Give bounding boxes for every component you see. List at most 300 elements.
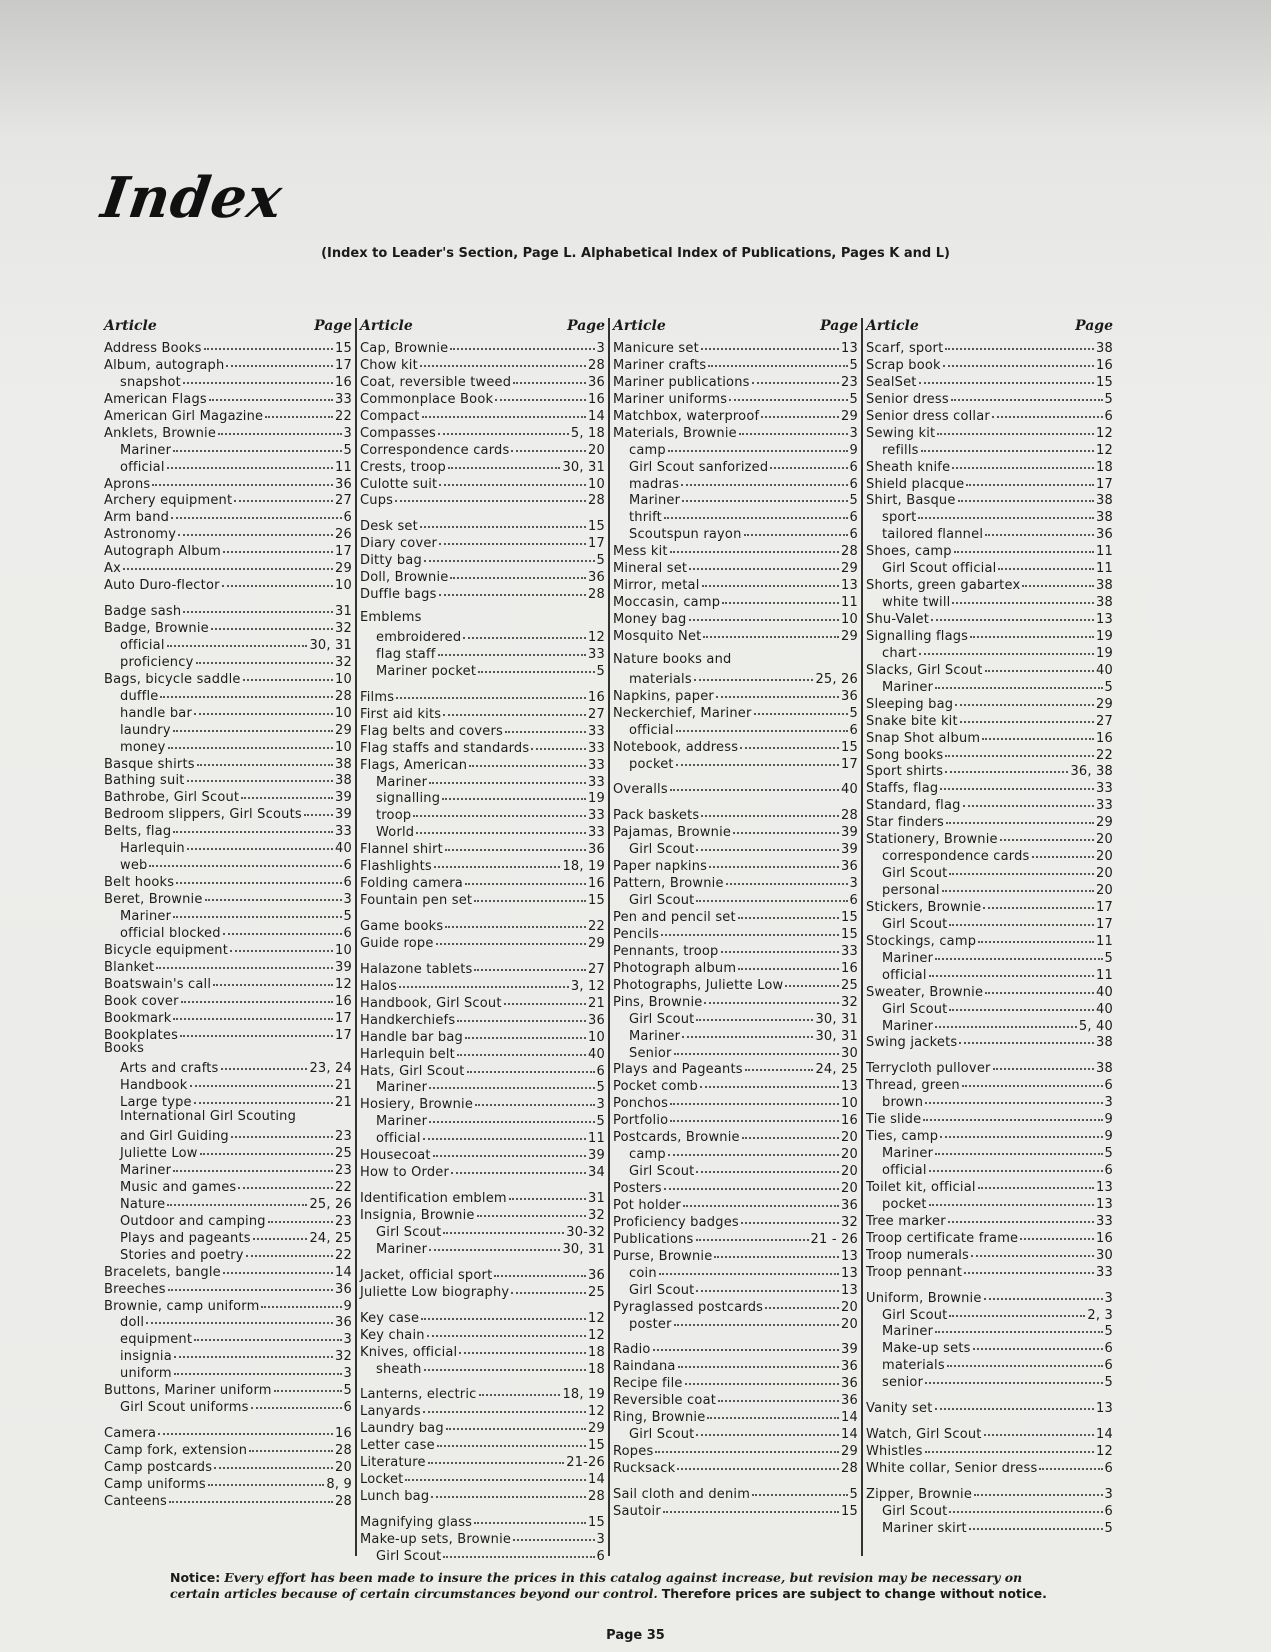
entry-article: Mariner publications [613, 374, 750, 390]
entry-page: 24, 25 [815, 1062, 858, 1078]
entry-article: Ropes [613, 1444, 654, 1460]
dot-leader [983, 895, 1094, 909]
entry-page: 13 [1096, 1196, 1113, 1212]
article-header: Article [613, 318, 666, 334]
entry-page: 33 [588, 646, 605, 662]
dot-leader [443, 702, 586, 716]
dot-leader [439, 531, 586, 545]
entry-page: 5 [343, 1383, 352, 1399]
entry-article: Troop numerals [866, 1247, 970, 1263]
dot-leader [446, 1416, 586, 1430]
index-entry [866, 1458, 1113, 1475]
entry-page: 28 [588, 493, 605, 509]
dot-leader [190, 1073, 334, 1087]
entry-page: 17 [588, 536, 605, 552]
entry-article: Archery equipment [104, 493, 233, 509]
entry-article: Camp postcards [104, 1459, 213, 1475]
dot-leader [739, 421, 848, 435]
entry-article: Shu-Valet [866, 612, 930, 627]
entry-article: Lanterns, electric [360, 1387, 477, 1403]
entry-article: official [882, 967, 927, 983]
dot-leader [222, 573, 333, 587]
entry-article: Make-up sets, Brownie [360, 1531, 512, 1547]
entry-page: 16 [841, 960, 858, 976]
dot-leader [176, 870, 341, 884]
dot-leader [948, 1209, 1094, 1223]
entry-article: Brownie, camp uniform [104, 1298, 260, 1314]
entry-article: Arts and crafts [120, 1061, 219, 1077]
entry-page: 8, 9 [326, 1476, 352, 1492]
dot-leader [752, 370, 839, 384]
dot-leader [925, 1090, 1102, 1104]
dot-leader [167, 633, 308, 647]
entry-page: 32 [335, 654, 352, 670]
entry-page: 11 [841, 595, 858, 611]
dot-leader [173, 1006, 333, 1020]
dot-leader [935, 1319, 1102, 1333]
entry-page: 6 [849, 476, 858, 492]
entry-page: 32 [841, 994, 858, 1010]
entry-article: Scrap book [866, 357, 941, 373]
entry-article: Fountain pen set [360, 893, 473, 909]
dot-leader [949, 912, 1094, 926]
entry-page: 6 [1104, 1503, 1113, 1519]
entry-article: Mariner [882, 1018, 934, 1034]
index-entry [360, 661, 605, 678]
entry-page: 3, 12 [570, 978, 605, 994]
entry-article: Terrycloth pullover [866, 1061, 991, 1077]
entry-page: 15 [841, 1503, 858, 1519]
entry-article: Diary cover [360, 536, 438, 552]
dot-leader [940, 776, 1094, 790]
entry-page: 5 [596, 1114, 605, 1130]
entry-article: Auto Duro-flector [104, 578, 220, 594]
entry-page: 13 [1096, 612, 1113, 627]
entry-article: and Girl Guiding [120, 1129, 229, 1145]
entry-article: Identification emblem [360, 1191, 507, 1207]
entry-page: 29 [588, 1421, 605, 1437]
entry-page: 18, 19 [562, 1387, 605, 1403]
index-entry [360, 490, 605, 507]
entry-page: 16 [588, 876, 605, 892]
page-header: Page [314, 318, 352, 334]
entry-article: Vanity set [866, 1401, 933, 1417]
entry-article: Postcards, Brownie [613, 1130, 740, 1146]
index-entry [866, 1032, 1113, 1049]
entry-page: 21-26 [566, 1455, 605, 1471]
dot-leader [429, 1109, 594, 1123]
dot-leader [745, 1057, 814, 1071]
entry-page: 17 [1096, 899, 1113, 915]
dot-leader [424, 1357, 587, 1371]
entry-article: Nature books and [613, 651, 732, 667]
entry-article: Proficiency badges [613, 1214, 739, 1230]
entry-article: Scarf, sport [866, 341, 944, 356]
entry-article: International Girl Scouting [120, 1109, 297, 1125]
entry-page: 29 [335, 722, 352, 738]
price-notice [170, 1570, 1070, 1602]
entry-article: official [629, 722, 674, 738]
dot-leader [231, 1124, 333, 1138]
entry-article: poster [629, 1316, 672, 1332]
dot-leader [467, 1059, 595, 1073]
dot-leader [158, 1421, 333, 1435]
entry-page: 36 [335, 1281, 352, 1297]
entry-page: 16 [335, 993, 352, 1009]
entry-page: 36 [841, 859, 858, 875]
entry-page: 39 [588, 1148, 605, 1164]
entry-article: Breeches [104, 1281, 166, 1297]
dot-leader [935, 675, 1102, 689]
entry-page: 39 [841, 825, 858, 841]
dot-leader [253, 1226, 308, 1240]
index-column-3 [610, 318, 863, 1556]
dot-leader [513, 370, 586, 384]
entry-article: web [120, 858, 148, 874]
entry-page: 5 [1104, 1324, 1113, 1340]
entry-page: 14 [588, 1472, 605, 1488]
entry-page: 28 [588, 1489, 605, 1505]
dot-leader [1022, 573, 1094, 587]
entry-article: Insignia, Brownie [360, 1208, 475, 1223]
entry-article: Recipe file [613, 1376, 683, 1392]
entry-page: 22 [335, 1179, 352, 1195]
entry-article: senior [882, 1375, 924, 1391]
dot-leader [173, 819, 333, 833]
dot-leader [208, 1472, 325, 1486]
dot-leader [439, 472, 586, 486]
entry-page: 6 [1104, 1461, 1113, 1476]
dot-leader [682, 488, 847, 502]
dot-leader [183, 370, 333, 384]
entry-article: Publications [613, 1231, 694, 1247]
entry-article: Standard, flag [866, 798, 961, 814]
entry-page: 11 [1096, 933, 1113, 949]
entry-page: 3 [1104, 1486, 1113, 1502]
dot-leader [477, 1203, 586, 1217]
entry-article: Sewing kit [866, 425, 936, 441]
entry-article: Flags, American [360, 757, 468, 773]
entry-article: Commonplace Book [360, 391, 494, 407]
entry-page: 17 [335, 1010, 352, 1026]
entry-article: Stickers, Brownie [866, 899, 982, 915]
entry-page: 13 [841, 1265, 858, 1281]
dot-leader [674, 1312, 839, 1326]
dot-leader [929, 1158, 1103, 1172]
entry-page: 36 [335, 1315, 352, 1331]
entry-page: 14 [335, 1264, 352, 1280]
dot-leader [420, 514, 586, 528]
entry-page: 12 [588, 630, 605, 645]
entry-article: official [376, 1131, 421, 1147]
entry-article: Ditty bag [360, 553, 422, 569]
entry-page: 40 [1096, 662, 1113, 678]
dot-leader [984, 1286, 1103, 1300]
entry-article: Music and games [120, 1179, 237, 1195]
entry-article: Handle bar bag [360, 1029, 463, 1045]
dot-leader [459, 1340, 586, 1354]
dot-leader [945, 743, 1094, 757]
entry-article: personal [882, 883, 940, 898]
dot-leader [659, 1261, 839, 1275]
entry-article: Harlequin belt [360, 1046, 455, 1062]
index-entry [360, 1486, 605, 1503]
dot-leader [925, 1439, 1094, 1453]
entry-page: 28 [335, 688, 352, 704]
dot-leader [982, 726, 1094, 740]
entry-article: Girl Scout [882, 1503, 948, 1519]
dot-leader [694, 667, 814, 681]
dot-leader [952, 455, 1094, 469]
entry-article: Manicure set [613, 341, 699, 356]
entry-page: 16 [588, 391, 605, 407]
dot-leader [204, 336, 333, 350]
dot-leader [655, 1439, 839, 1453]
entry-page: 5 [849, 705, 858, 721]
entry-article: Girl Scout [882, 866, 948, 882]
entry-page: 30, 31 [309, 637, 352, 653]
entry-article: duffle [120, 688, 159, 704]
entry-page: 36 [841, 1393, 858, 1409]
entry-article: Senior dress [866, 391, 949, 407]
dot-leader [223, 1260, 333, 1274]
entry-page: 15 [588, 893, 605, 909]
dot-leader [696, 1159, 839, 1173]
dot-leader [752, 1482, 847, 1496]
entry-article: Harlequin [120, 841, 185, 857]
dot-leader [935, 1014, 1077, 1028]
entry-page: 36 [841, 1197, 858, 1213]
dot-leader [423, 1126, 586, 1140]
entry-article: Mariner [376, 774, 428, 790]
entry-page: 3 [343, 1332, 352, 1348]
dot-leader [438, 642, 587, 656]
entry-page: 17 [335, 357, 352, 373]
entry-article: brown [882, 1095, 924, 1111]
entry-page: 36, 38 [1070, 764, 1113, 780]
entry-article: Whistles [866, 1444, 923, 1460]
entry-page: 21 [588, 995, 605, 1011]
entry-page: 19 [1096, 628, 1113, 644]
dot-leader [935, 1396, 1095, 1410]
entry-page: 28 [841, 808, 858, 824]
entry-page: 23 [335, 1213, 352, 1229]
entry-article: Overalls [613, 782, 668, 798]
entry-page: 39 [335, 807, 352, 823]
page-number: Page 35 [606, 1628, 665, 1643]
entry-page: 22 [1096, 747, 1113, 763]
entry-page: 5 [849, 357, 858, 373]
dot-leader [963, 793, 1094, 807]
entry-article: Book cover [104, 993, 179, 1009]
entry-article: Belt hooks [104, 875, 175, 891]
entry-article: Ax [104, 561, 121, 577]
entry-page: 17 [841, 756, 858, 772]
dot-leader [722, 590, 839, 604]
dot-leader [223, 921, 342, 935]
entry-page: 5 [343, 908, 352, 924]
entry-page: 9 [343, 1298, 352, 1314]
dot-leader [448, 455, 560, 469]
dot-leader [261, 1294, 341, 1308]
entry-article: Desk set [360, 519, 418, 535]
entry-page: 23, 24 [309, 1061, 352, 1077]
entry-article: Mosquito Net [613, 628, 702, 644]
entry-page: 5 [849, 1486, 858, 1502]
dot-leader [664, 1176, 839, 1190]
dot-leader [721, 939, 840, 953]
entry-article: Signalling flags [866, 628, 969, 644]
entry-article: money [120, 739, 166, 755]
entry-page: 33 [588, 757, 605, 773]
dot-leader [670, 1108, 839, 1122]
entry-article: Make-up sets [882, 1341, 971, 1357]
entry-page: 36 [841, 1376, 858, 1392]
entry-page: 40 [1096, 984, 1113, 1000]
entry-article: Blanket [104, 959, 155, 975]
dot-leader [714, 1244, 839, 1258]
index-entry [613, 626, 858, 643]
entry-page: 11 [1096, 544, 1113, 560]
dot-leader [992, 404, 1103, 418]
index-entry [360, 1162, 605, 1179]
page-header: Page [820, 318, 858, 334]
entry-article: Slacks, Girl Scout [866, 662, 983, 678]
index-entry [613, 754, 858, 771]
entry-page: 19 [1096, 645, 1113, 661]
entry-article: Jacket, official sport [360, 1267, 493, 1283]
dot-leader [754, 701, 848, 715]
entry-page: 22 [335, 1247, 352, 1263]
entry-article: Sleeping bag [866, 696, 954, 712]
dot-leader [676, 752, 839, 766]
entry-article: camp [629, 442, 666, 458]
entry-page: 33 [588, 774, 605, 790]
dot-leader [445, 837, 586, 851]
entry-page: 39 [841, 1342, 858, 1358]
entry-page: 10 [841, 612, 858, 627]
entry-article: Mariner pocket [376, 663, 477, 679]
entry-page: 6 [849, 722, 858, 738]
entry-article: Mariner [882, 1146, 934, 1162]
entry-article: Nature [120, 1196, 166, 1212]
entry-article: Stockings, camp [866, 933, 977, 949]
dot-leader [707, 1405, 839, 1419]
column-header [866, 318, 1113, 338]
dot-leader [942, 878, 1094, 892]
dot-leader [173, 1158, 333, 1172]
entry-article: Boatswain's call [104, 976, 212, 992]
index-entry [104, 1397, 352, 1414]
entry-article: White collar, Senior dress [866, 1461, 1038, 1476]
entry-page: 23 [841, 374, 858, 390]
entry-article: Emblems [360, 610, 422, 626]
dot-leader [443, 1544, 594, 1558]
entry-article: Mariner [120, 908, 172, 924]
entry-article: Photograph album [613, 960, 737, 976]
dot-leader [167, 455, 333, 469]
entry-article: Hosiery, Brownie [360, 1097, 474, 1113]
entry-page: 36 [841, 688, 858, 704]
entry-article: Key chain [360, 1327, 425, 1343]
dot-leader [169, 1489, 333, 1503]
entry-article: First aid kits [360, 706, 442, 722]
dot-leader [674, 1041, 839, 1055]
entry-article: Girl Scout [629, 1011, 695, 1027]
dot-leader [716, 684, 839, 698]
entry-article: tailored flannel [882, 527, 984, 543]
dot-leader [420, 353, 586, 367]
entry-article: Astronomy [104, 527, 177, 543]
notice-label: Notice: [170, 1570, 221, 1585]
dot-leader [935, 946, 1102, 960]
dot-leader [174, 1344, 333, 1358]
entry-page: 33 [335, 391, 352, 407]
dot-leader [935, 1141, 1102, 1155]
entry-article: American Flags [104, 391, 207, 407]
entry-page: 10 [335, 739, 352, 755]
entry-page: 12 [588, 1310, 605, 1326]
entry-article: Game books [360, 919, 444, 934]
entry-page: 36 [841, 1359, 858, 1375]
dot-leader [949, 861, 1094, 875]
entry-article: Mariner [376, 1080, 428, 1096]
entry-article: Portfolio [613, 1113, 669, 1129]
dot-leader [681, 472, 847, 486]
entry-article: Sport shirts [866, 764, 944, 780]
entry-article: Bracelets, bangle [104, 1264, 221, 1280]
dot-leader [504, 991, 586, 1005]
entry-page: 36 [588, 1012, 605, 1028]
entry-article: Mariner [629, 1028, 681, 1044]
dot-leader [1000, 827, 1094, 841]
entry-article: Pen and pencil set [613, 910, 736, 925]
entry-page: 17 [1096, 476, 1113, 492]
entry-article: Halazone tablets [360, 961, 473, 977]
entry-article: Pocket comb [613, 1079, 698, 1095]
entry-article: white twill [882, 595, 951, 611]
entry-article: Films [360, 689, 395, 705]
entry-article: Magnifying glass [360, 1515, 473, 1530]
page-subtitle: (Index to Leader's Section, Page L. Alphabetical Index of Publications, Pages K and L) [321, 246, 950, 261]
dot-leader [196, 650, 334, 664]
entry-article: Girl Scout [882, 916, 948, 932]
entry-page: 23 [335, 1129, 352, 1145]
entry-page: 29 [588, 935, 605, 951]
dot-leader [1032, 844, 1095, 858]
dot-leader [168, 1277, 333, 1291]
entry-article: Beret, Brownie [104, 892, 203, 907]
entry-article: coin [629, 1265, 657, 1281]
entry-page: 29 [841, 561, 858, 577]
dot-leader [463, 625, 586, 639]
index-entry [360, 1546, 605, 1563]
entry-page: 3 [596, 341, 605, 356]
entry-page: 3 [1104, 1095, 1113, 1111]
entry-article: SealSet [866, 374, 917, 390]
dot-leader [943, 353, 1094, 367]
entry-page: 6 [849, 459, 858, 475]
dot-leader [700, 1074, 839, 1088]
index-entry [613, 1458, 858, 1475]
entry-page: 29 [335, 561, 352, 577]
entry-article: Aprons [104, 476, 151, 492]
entry-page: 14 [841, 1427, 858, 1443]
entry-page: 5 [596, 1080, 605, 1096]
entry-article: Compasses [360, 425, 437, 441]
entry-page: 15 [1096, 374, 1113, 390]
dot-leader [475, 1092, 594, 1106]
